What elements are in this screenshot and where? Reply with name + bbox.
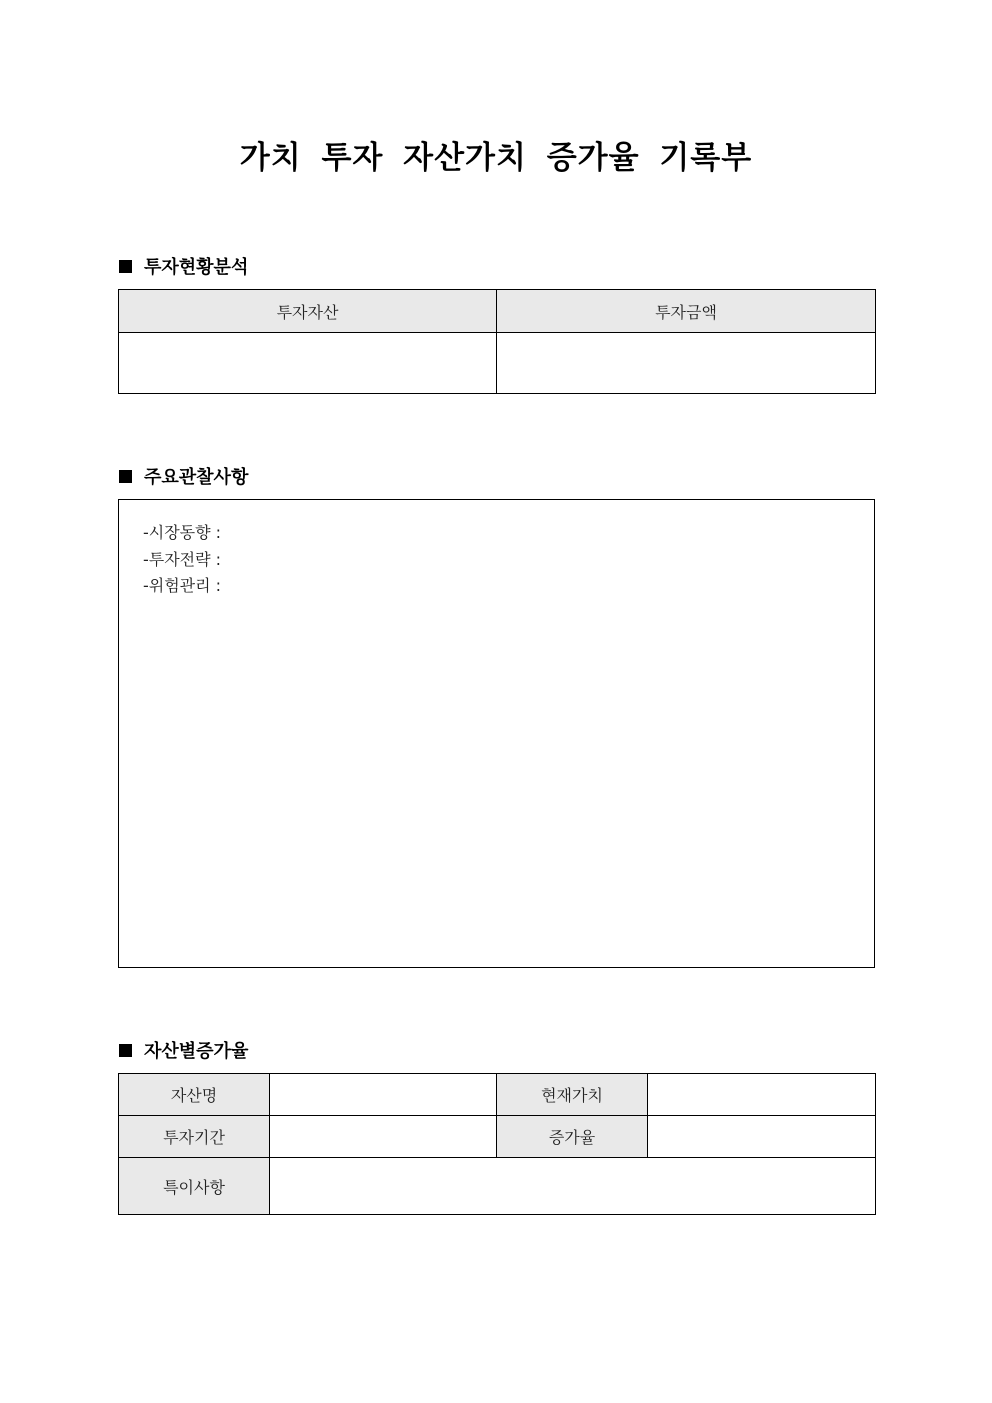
table-row bbox=[119, 333, 876, 394]
investment-period-input[interactable] bbox=[270, 1116, 497, 1158]
label-investment-period: 투자기간 bbox=[119, 1116, 270, 1158]
label-growth-rate: 증가율 bbox=[497, 1116, 648, 1158]
section-heading-growth-by-asset bbox=[119, 1037, 248, 1063]
observations-text-area[interactable] bbox=[118, 499, 875, 968]
section-title: 주요관찰사항 bbox=[144, 467, 249, 488]
section-title: 투자현황분석 bbox=[144, 257, 249, 278]
cell-amount-input[interactable] bbox=[497, 333, 876, 394]
cell-asset-input[interactable] bbox=[119, 333, 497, 394]
current-value-input[interactable] bbox=[648, 1074, 876, 1116]
growth-rate-input[interactable] bbox=[648, 1116, 876, 1158]
observation-market-trend: -시장동향 : bbox=[143, 523, 222, 542]
column-header-asset: 투자자산 bbox=[119, 290, 497, 333]
black-square-bullet-icon bbox=[119, 470, 132, 483]
section-heading-observations bbox=[119, 463, 248, 489]
investment-status-table bbox=[118, 289, 876, 394]
page-title: 가치 투자 자산가치 증가율 기록부 bbox=[239, 140, 753, 176]
table-row bbox=[119, 1074, 876, 1116]
section-heading-investment-status bbox=[119, 253, 248, 279]
table-header-row bbox=[119, 290, 876, 333]
black-square-bullet-icon bbox=[119, 260, 132, 273]
label-asset-name: 자산명 bbox=[119, 1074, 270, 1116]
black-square-bullet-icon bbox=[119, 1044, 132, 1057]
asset-name-input[interactable] bbox=[270, 1074, 497, 1116]
label-current-value: 현재가치 bbox=[497, 1074, 648, 1116]
table-row bbox=[119, 1158, 876, 1215]
section-title: 자산별증가율 bbox=[144, 1041, 249, 1062]
column-header-amount: 투자금액 bbox=[497, 290, 876, 333]
label-remarks: 특이사항 bbox=[119, 1158, 270, 1215]
table-row bbox=[119, 1116, 876, 1158]
growth-by-asset-table bbox=[118, 1073, 876, 1215]
remarks-input[interactable] bbox=[270, 1158, 876, 1215]
observation-strategy: -투자전략 : bbox=[143, 550, 222, 569]
observation-risk-management: -위험관리 : bbox=[143, 576, 222, 595]
